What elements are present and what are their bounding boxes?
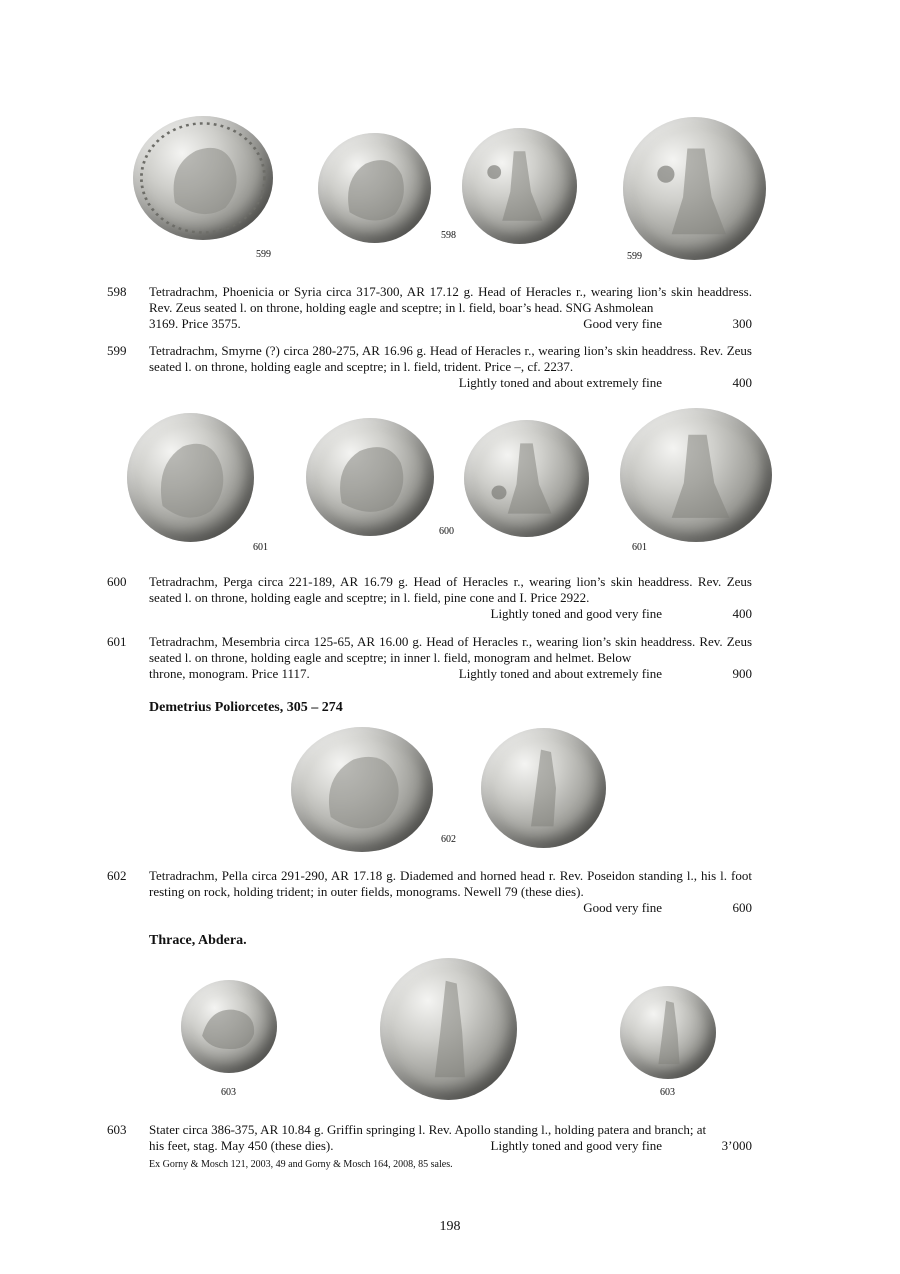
coin-603-reverse-large (380, 958, 517, 1100)
lot-price: 300 (732, 316, 752, 331)
lot-grade-row (149, 375, 752, 391)
lot-description-tail: throne, monogram. Price 1117. (149, 666, 310, 681)
lot-price: 600 (732, 900, 752, 915)
lot-description-last-line (149, 316, 752, 332)
coin-603-reverse (620, 986, 716, 1079)
lot-description (149, 343, 752, 391)
coin-label: 603 (660, 1087, 675, 1098)
provenance-note: Ex Gorny & Mosch 121, 2003, 49 and Gorny & Mosch 164, 2008, 85 sales. (149, 1159, 453, 1170)
section-heading: Demetrius Poliorcetes, 305 – 274 (149, 700, 343, 715)
lot-grade: Lightly toned and good very fine (490, 606, 662, 621)
lot-description-last-line (149, 666, 752, 682)
page-number: 198 (439, 1219, 461, 1234)
coin-602-obverse (291, 727, 433, 852)
lot-description-tail: 3169. Price 3575. (149, 316, 241, 331)
lot-grade-row (149, 900, 752, 916)
lot-number: 600 (107, 574, 127, 589)
lot-price: 3’000 (721, 1138, 752, 1153)
coin-602-reverse (481, 728, 606, 848)
lot-description (149, 574, 752, 622)
lot-description-text: Tetradrachm, Phoenicia or Syria circa 317-300, AR 17.12 g. Head of Heracles r., wearing lion’s skin headdress. Rev. Zeus seated l. on throne, holding eagle and sceptre; in l. field, boar’s head. SNG Ashmolean (149, 284, 752, 315)
coin-599-reverse (623, 117, 766, 260)
lot-description-text: Tetradrachm, Mesembria circa 125-65, AR 16.00 g. Head of Heracles r., wearing lion’s skin headdress. Rev. Zeus seated l. on throne, holding eagle and sceptre; in inner l. field, monogram and helmet. Below (149, 634, 752, 665)
lot-price: 400 (732, 375, 752, 390)
lot-description-text: Tetradrachm, Smyrne (?) circa 280-275, AR 16.96 g. Head of Heracles r., wearing lion’s skin headdress. Rev. Zeus seated l. on throne, holding eagle and sceptre; in l. field, trident. Price –, cf. 2237. (149, 343, 752, 374)
lot-number: 601 (107, 634, 127, 649)
lot-number: 599 (107, 343, 127, 358)
lot-grade-row (149, 606, 752, 622)
coin-600-obverse (306, 418, 434, 536)
lot-price: 900 (732, 666, 752, 681)
lot-grade: Lightly toned and about extremely fine (458, 375, 662, 390)
lot-number: 598 (107, 284, 127, 299)
lot-grade: Good very fine (583, 316, 662, 331)
lot-number: 603 (107, 1122, 127, 1137)
lot-grade: Good very fine (583, 900, 662, 915)
lot-description-tail: his feet, stag. May 450 (these dies). (149, 1138, 334, 1153)
coin-label: 602 (441, 834, 456, 845)
coin-603-obverse (181, 980, 277, 1073)
lot-grade: Lightly toned and good very fine (490, 1138, 662, 1153)
lot-description-last-line (149, 1138, 752, 1154)
lot-description (149, 1122, 752, 1154)
coin-599-obverse (133, 116, 273, 240)
coin-601-reverse (620, 408, 772, 542)
lot-description-text: Stater circa 386-375, AR 10.84 g. Griffin springing l. Rev. Apollo standing l., holding patera and branch; at (149, 1122, 707, 1137)
coin-598-obverse (318, 133, 431, 243)
coin-600-reverse (464, 420, 589, 537)
coin-601-obverse (127, 413, 254, 542)
lot-number: 602 (107, 868, 127, 883)
lot-description (149, 284, 752, 332)
lot-grade: Lightly toned and about extremely fine (458, 666, 662, 681)
coin-label: 601 (253, 542, 268, 553)
coin-label: 599 (256, 249, 271, 260)
coin-label: 600 (439, 526, 454, 537)
coin-label: 598 (441, 230, 456, 241)
lot-price: 400 (732, 606, 752, 621)
coin-label: 599 (627, 251, 642, 262)
lot-description (149, 634, 752, 682)
coin-label: 603 (221, 1087, 236, 1098)
lot-description-text: Tetradrachm, Pella circa 291-290, AR 17.18 g. Diademed and horned head r. Rev. Poseidon standing l., his l. foot resting on rock, holding trident; in outer fields, monograms. Newell 79 (these dies). (149, 868, 752, 899)
lot-description (149, 868, 752, 916)
section-heading: Thrace, Abdera. (149, 933, 247, 948)
coin-598-reverse (462, 128, 577, 244)
lot-description-text: Tetradrachm, Perga circa 221-189, AR 16.79 g. Head of Heracles r., wearing lion’s skin headdress. Rev. Zeus seated l. on throne, holding eagle and sceptre; in l. field, pine cone and I. Price 2922. (149, 574, 752, 605)
coin-label: 601 (632, 542, 647, 553)
